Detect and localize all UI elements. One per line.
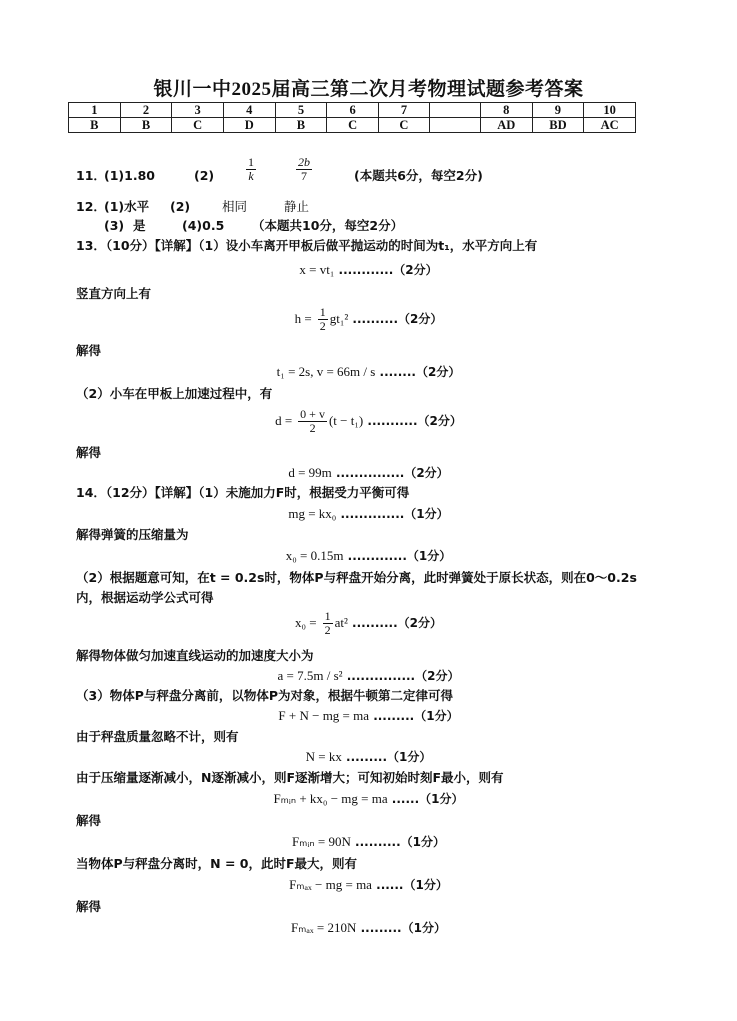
frac-denominator: 2 [319, 319, 326, 333]
q14-equation-2 [0, 548, 737, 564]
score-points: ..........（2分） [348, 312, 443, 326]
score-points: ........（2分） [375, 365, 461, 379]
table-cell: C [172, 118, 224, 133]
table-cell: B [275, 118, 327, 133]
table-cell: D [223, 118, 275, 133]
table-cell: 3 [172, 103, 224, 118]
table-cell: BD [532, 118, 584, 133]
table-cell: B [120, 118, 172, 133]
q14-equation-8 [0, 834, 737, 850]
score-points: ......（1分） [387, 792, 464, 806]
q11-label: 11． [76, 168, 106, 183]
frac-numerator: 1 [248, 155, 254, 169]
table-cell: 10 [584, 103, 636, 118]
equation: a = 7.5m / s² [277, 668, 343, 683]
q12-part2-answer-a: 相同 [222, 199, 248, 214]
q12-part3-answer: 是 [133, 218, 146, 233]
table-cell: 6 [327, 103, 379, 118]
table-cell: B [69, 118, 121, 133]
equation-left: x₀ = [294, 615, 317, 630]
table-cell: 8 [480, 103, 532, 118]
equation: x = vt₁ [299, 262, 335, 277]
q14-equation-1 [0, 506, 737, 522]
equation-left: d = [275, 413, 293, 428]
table-cell: 4 [223, 103, 275, 118]
q13-heading: 13．（10分）【详解】（1）设小车离开甲板后做平抛运动的时间为t₁，水平方向上有 [76, 238, 538, 253]
table-cell [429, 118, 480, 133]
score-points: ..........（1分） [350, 835, 445, 849]
frac-numerator: 0 + v [300, 407, 325, 421]
table-cell: 5 [275, 103, 327, 118]
equation: d = 99m [288, 465, 332, 480]
q14-text-compression: 解得弹簧的压缩量为 [76, 527, 189, 542]
equation-right: gt₁² [329, 311, 349, 326]
frac-numerator: 1 [324, 609, 331, 623]
q14-text-pan-mass: 由于秤盘质量忽略不计，则有 [76, 729, 239, 744]
q12-part2-label: (2) [170, 199, 191, 214]
equation-right: at² [334, 615, 348, 630]
q13-equation-3 [0, 364, 737, 380]
q14-text-solve-2: 解得 [76, 899, 102, 914]
frac-numerator: 2b [298, 155, 310, 169]
table-cell: 7 [378, 103, 429, 118]
q13-equation-4 [0, 408, 737, 435]
table-cell: 2 [120, 103, 172, 118]
q13-text-solve-2: 解得 [76, 445, 102, 460]
score-points: ..........（2分） [347, 616, 442, 630]
frac-denominator: 2 [309, 421, 316, 435]
table-cell: C [378, 118, 429, 133]
q14-text-acceleration: 解得物体做匀加速直线运动的加速度大小为 [76, 648, 314, 663]
equation: F + N − mg = ma [278, 708, 370, 723]
frac-denominator: 2 [324, 623, 331, 637]
table-cell: 9 [532, 103, 584, 118]
q12-part4: (4)0.5 [182, 218, 225, 233]
q13-text-part2: （2）小车在甲板上加速过程中，有 [76, 386, 273, 401]
table-row-answers [69, 118, 636, 133]
frac-numerator: 1 [319, 305, 326, 319]
table-row-numbers [69, 103, 636, 118]
q14-equation-3 [0, 610, 737, 637]
table-cell: C [327, 118, 379, 133]
q13-equation-2 [0, 306, 737, 333]
table-cell: 1 [69, 103, 121, 118]
q13-equation-5 [0, 465, 737, 481]
equation: Fₘᵢₙ + kx₀ − mg = ma [273, 791, 388, 806]
frac-denominator: k [248, 169, 254, 183]
frac-denominator: 7 [301, 169, 307, 183]
equation: N = kx [305, 749, 342, 764]
equation-left: h = [294, 311, 312, 326]
equation: x₀ = 0.15m [285, 548, 344, 563]
q11-fraction-2 [294, 156, 314, 183]
q13-equation-1 [0, 262, 737, 278]
q14-text-part2-line2: 内，根据运动学公式可得 [76, 590, 214, 605]
page-title: 银川一中2025届高三第二次月考物理试题参考答案 [153, 79, 584, 100]
score-points: .........（1分） [369, 709, 459, 723]
table-cell [429, 103, 480, 118]
score-points: ..............（1分） [336, 507, 449, 521]
equation-right: (t − t₁) [328, 413, 364, 428]
equation: t₁ = 2s, v = 66m / s [276, 364, 376, 379]
q12-part1: (1)水平 [104, 199, 150, 214]
q14-text-solve-1: 解得 [76, 813, 102, 828]
q14-equation-4 [0, 668, 737, 684]
score-points: ...........（2分） [363, 414, 462, 428]
equation: Fₘₐₓ − mg = ma [289, 877, 372, 892]
q12-score-note: （本题共10分，每空2分） [252, 218, 404, 233]
score-points: .............（1分） [343, 549, 452, 563]
q12-part3-label: (3) [104, 218, 125, 233]
q14-text-min-force: 由于压缩量逐渐减小，N逐渐减小，则F逐渐增大；可知初始时刻F最小，则有 [76, 770, 504, 785]
score-points: ...............（2分） [331, 466, 449, 480]
q11-part1: (1)1.80 [104, 168, 155, 183]
q14-equation-6 [0, 749, 737, 765]
equation: Fₘᵢₙ = 90N [292, 834, 351, 849]
q14-text-part2-line1: （2）根据题意可知，在t = 0.2s时，物体P与秤盘开始分离，此时弹簧处于原长状态，则在0～0.2s [76, 570, 637, 585]
q14-equation-5 [0, 708, 737, 724]
equation: Fₘₐₓ = 210N [291, 920, 357, 935]
q14-equation-7 [0, 791, 737, 807]
q11-score-note: (本题共6分，每空2分) [354, 168, 483, 183]
q14-text-part3: （3）物体P与秤盘分离前，以物体P为对象，根据牛顿第二定律可得 [76, 688, 454, 703]
q12-label: 12． [76, 199, 106, 214]
q13-text-solve-1: 解得 [76, 343, 102, 358]
q14-text-max-force: 当物体P与秤盘分离时，N = 0，此时F最大，则有 [76, 856, 358, 871]
score-points: ...............（2分） [342, 669, 460, 683]
q14-equation-10 [0, 920, 737, 936]
q14-heading: 14．（12分）【详解】（1）未施加力F时，根据受力平衡可得 [76, 485, 410, 500]
choice-answer-table [68, 102, 636, 133]
score-points: ......（1分） [371, 878, 448, 892]
score-points: .........（1分） [341, 750, 432, 764]
score-points: .........（1分） [356, 921, 446, 935]
q14-equation-9 [0, 877, 737, 893]
q12-part2-answer-b: 静止 [284, 199, 310, 214]
table-cell: AC [584, 118, 636, 133]
score-points: ............（2分） [334, 263, 438, 277]
q11-fraction-1 [244, 156, 258, 183]
q13-text-vertical: 竖直方向上有 [76, 286, 152, 301]
equation: mg = kx₀ [288, 506, 337, 521]
table-cell: AD [480, 118, 532, 133]
q11-part2-label: (2) [194, 168, 215, 183]
